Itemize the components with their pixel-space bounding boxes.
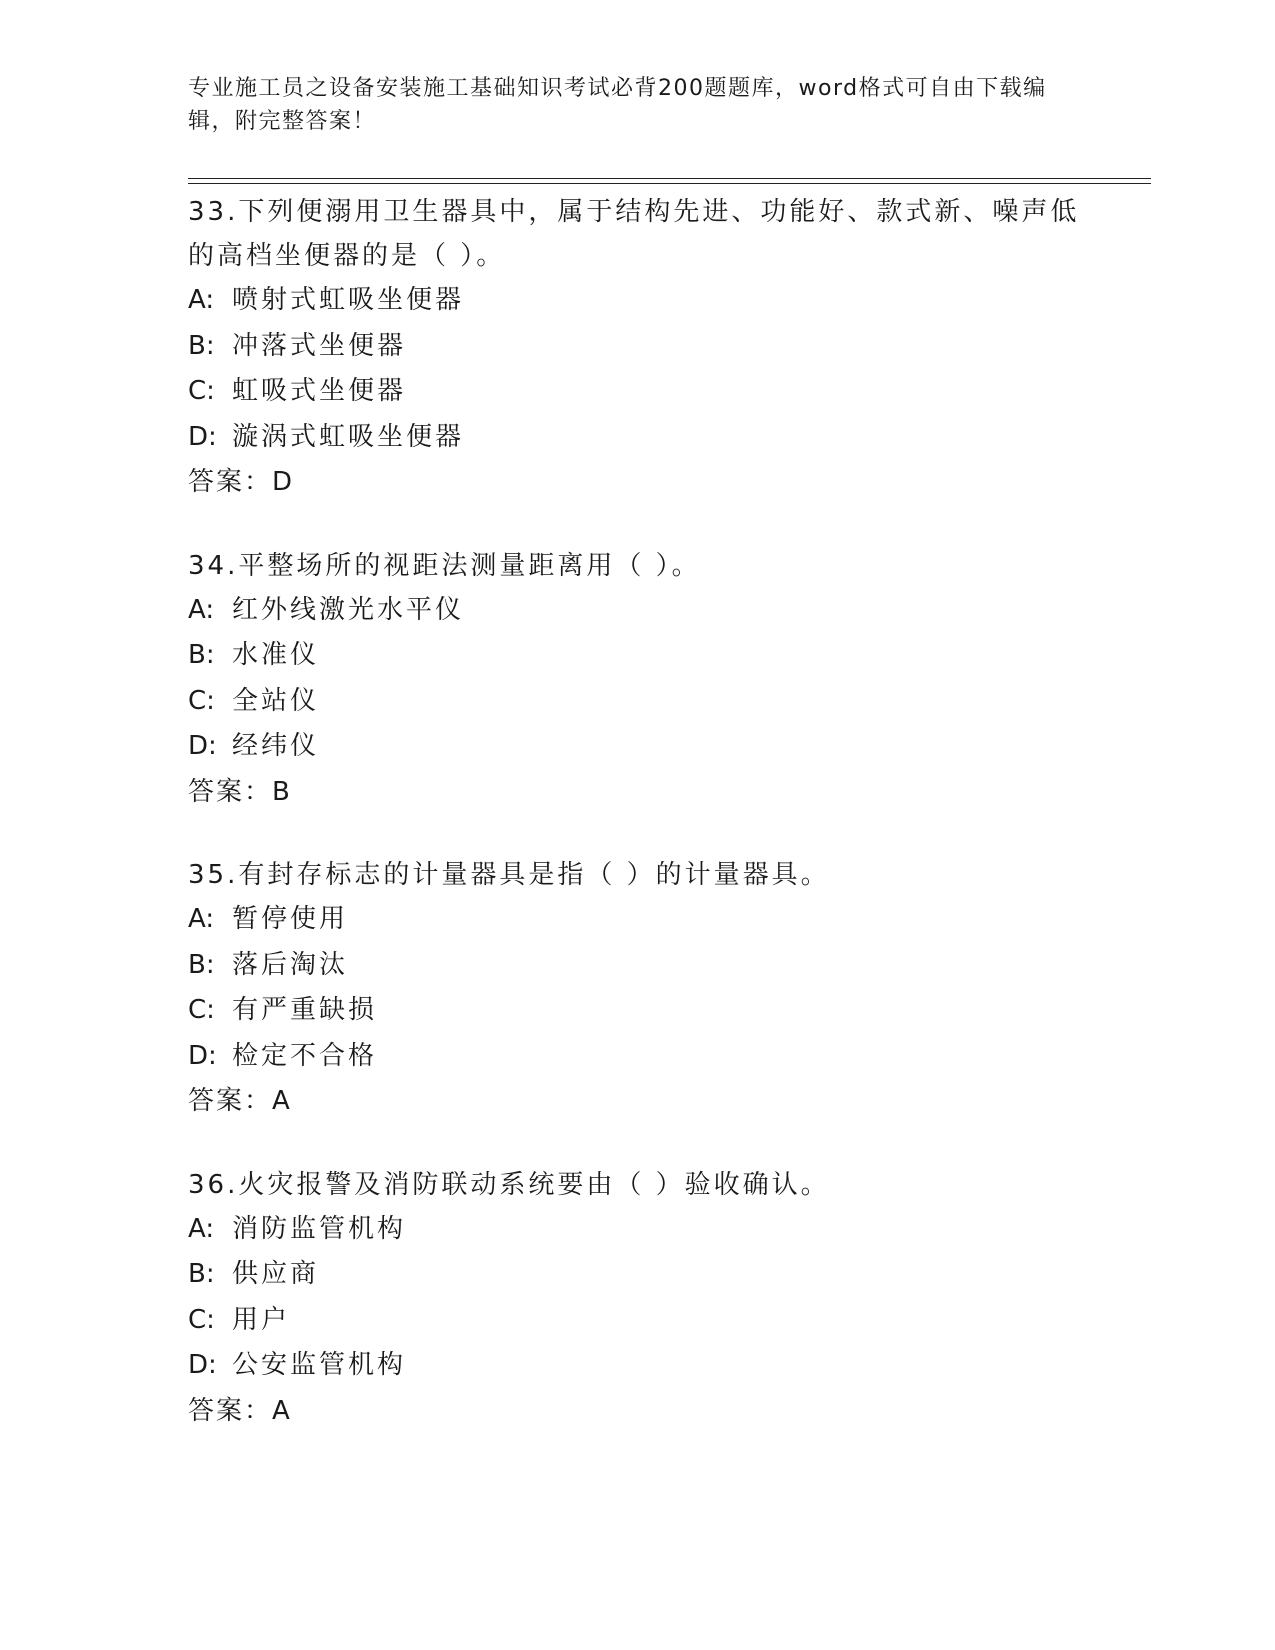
header-divider-bottom xyxy=(188,183,1151,184)
question-33 xyxy=(188,190,1088,506)
question-34 xyxy=(188,544,1088,816)
option-letter: C: xyxy=(188,685,215,716)
option-text: 红外线激光水平仪 xyxy=(232,594,465,625)
option-letter: B: xyxy=(188,330,215,361)
option-c xyxy=(188,679,1088,725)
option-d xyxy=(188,1343,1088,1389)
option-b xyxy=(188,324,1088,370)
header-divider-top xyxy=(188,178,1151,179)
option-d xyxy=(188,1034,1088,1080)
option-text: 冲落式坐便器 xyxy=(232,330,407,361)
option-text: 供应商 xyxy=(232,1259,320,1289)
option-c xyxy=(188,988,1088,1034)
option-c xyxy=(188,369,1088,415)
option-a xyxy=(188,1207,1088,1253)
answer-line: 答案：A xyxy=(188,1395,292,1426)
option-b xyxy=(188,943,1088,989)
option-a xyxy=(188,278,1088,324)
option-b xyxy=(188,1252,1088,1298)
option-text: 全站仪 xyxy=(232,685,320,716)
option-letter: B: xyxy=(188,949,215,980)
question-stem: 33.下列便溺用卫生器具中，属于结构先进、功能好、款式新、噪声低的高档坐便器的是（ ）。 xyxy=(188,197,1080,271)
option-text: 落后淘汰 xyxy=(232,949,349,980)
option-c xyxy=(188,1298,1088,1344)
question-35 xyxy=(188,853,1088,1125)
document-header: 专业施工员之设备安装施工基础知识考试必背200题题库，word格式可自由下载编辑，附完整答案！ xyxy=(188,76,1047,134)
option-letter: A: xyxy=(188,594,215,625)
answer-line: 答案：B xyxy=(188,776,292,807)
option-letter: D: xyxy=(188,1350,217,1380)
option-text: 消防监管机构 xyxy=(232,1213,407,1244)
option-text: 漩涡式虹吸坐便器 xyxy=(232,421,465,452)
answer-line: 答案：D xyxy=(188,467,295,497)
option-letter: C: xyxy=(188,1304,215,1335)
option-letter: C: xyxy=(188,995,215,1025)
answer-line: 答案：A xyxy=(188,1086,292,1116)
option-text: 用户 xyxy=(232,1304,291,1335)
question-stem: 35.有封存标志的计量器具是指（ ）的计量器具。 xyxy=(188,860,830,890)
option-letter: C: xyxy=(188,376,215,406)
option-letter: A: xyxy=(188,285,215,315)
option-text: 检定不合格 xyxy=(232,1040,378,1071)
question-list xyxy=(188,190,1088,1472)
option-letter: D: xyxy=(188,1040,217,1071)
option-a xyxy=(188,897,1088,943)
option-letter: A: xyxy=(188,904,215,934)
option-text: 有严重缺损 xyxy=(232,995,378,1025)
option-text: 水准仪 xyxy=(232,640,320,670)
option-d xyxy=(188,415,1088,461)
question-36 xyxy=(188,1163,1088,1435)
option-a xyxy=(188,588,1088,634)
option-letter: D: xyxy=(188,731,217,761)
option-text: 公安监管机构 xyxy=(232,1350,407,1380)
question-stem: 36.火灾报警及消防联动系统要由（ ）验收确认。 xyxy=(188,1169,830,1200)
option-b xyxy=(188,633,1088,679)
option-text: 喷射式虹吸坐便器 xyxy=(232,285,465,315)
option-letter: D: xyxy=(188,421,217,452)
option-text: 虹吸式坐便器 xyxy=(232,376,407,406)
option-text: 经纬仪 xyxy=(232,731,320,761)
option-letter: B: xyxy=(188,640,215,670)
option-letter: A: xyxy=(188,1213,215,1244)
question-stem: 34.平整场所的视距法测量距离用（ ）。 xyxy=(188,550,701,581)
option-letter: B: xyxy=(188,1259,215,1289)
option-text: 暂停使用 xyxy=(232,904,349,934)
option-d xyxy=(188,724,1088,770)
